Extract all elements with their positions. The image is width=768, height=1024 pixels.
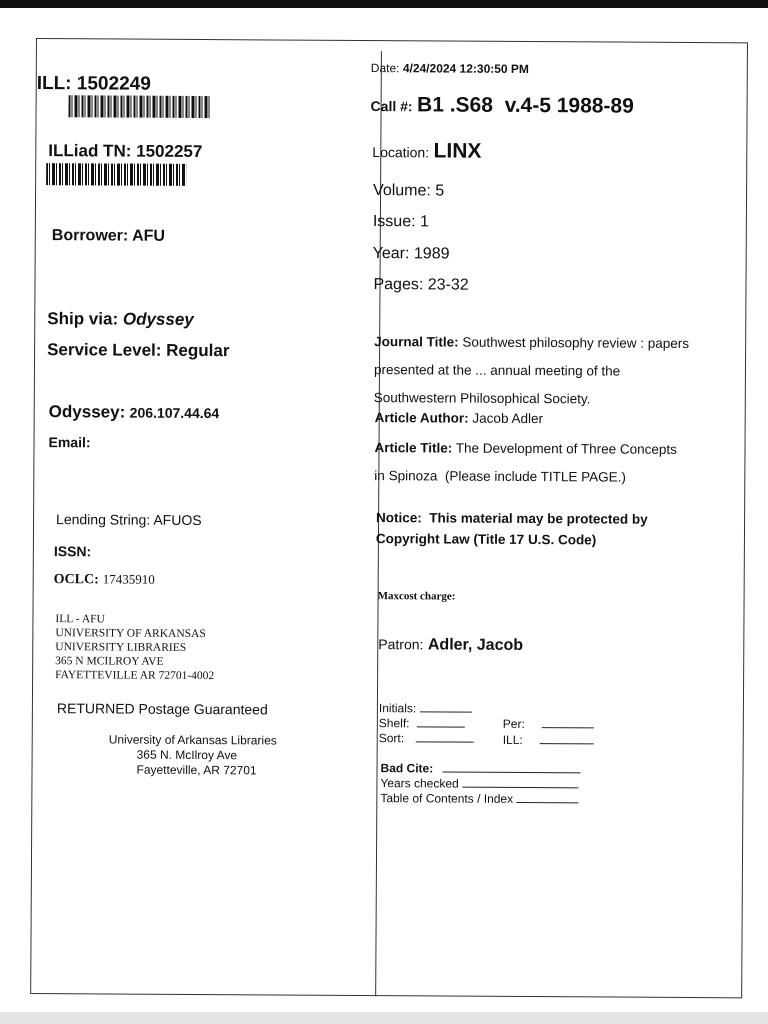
returned-bold: RETURNED — [56, 700, 135, 717]
illiad-tn-line — [48, 141, 202, 162]
location-line — [372, 139, 481, 164]
oclc-label: OCLC: — [53, 572, 99, 588]
ship-via-line — [47, 309, 194, 330]
date-value: 4/24/2024 12:30:50 PM — [402, 61, 529, 77]
issn-label: ISSN: — [53, 543, 92, 560]
returned-text: Postage Guaranteed — [138, 700, 268, 718]
copyright-notice — [376, 507, 648, 551]
oclc-value: 17435910 — [102, 571, 155, 587]
ship-via-label: Ship via: — [47, 309, 119, 329]
shelf-field[interactable] — [417, 726, 465, 727]
borrower-label: Borrower: — [51, 227, 129, 245]
lending-label: Lending String: — [56, 511, 151, 528]
per-label: Per: — [502, 716, 525, 731]
staff-fields — [379, 701, 474, 747]
date-label: Date: — [370, 61, 400, 76]
borrower-value: AFU — [132, 227, 166, 245]
years-checked-field[interactable] — [462, 787, 578, 789]
return-address-line: 365 N. McIlroy Ave — [136, 747, 238, 763]
service-level-line — [47, 340, 230, 361]
ship-via-value: Odyssey — [122, 309, 194, 329]
journal-line: Southwestern Philosophical Society. — [373, 390, 591, 407]
issue-line — [373, 213, 429, 231]
patron-label: Patron: — [378, 636, 424, 653]
ill-staff-label: ILL: — [502, 732, 523, 747]
call-number-line — [371, 93, 634, 119]
scan-top-edge — [0, 0, 768, 8]
notice-line: Copyright Law (Title 17 U.S. Code) — [375, 531, 597, 548]
returned-line — [57, 700, 268, 717]
year-label: Year: — [372, 245, 410, 263]
title-line: in Spinoza (Please include TITLE PAGE.) — [374, 468, 626, 485]
journal-line: presented at the ... annual meeting of the — [373, 362, 621, 379]
ill-request-slip — [30, 38, 748, 998]
badcite-field[interactable] — [443, 771, 581, 773]
illiad-barcode — [46, 163, 186, 186]
journal-label: Journal Title: — [374, 334, 459, 350]
bad-cite-block — [380, 761, 580, 807]
illiad-number: 1502257 — [136, 141, 203, 162]
initials-field[interactable] — [420, 711, 472, 712]
return-address — [108, 732, 276, 778]
service-value: Regular — [166, 340, 230, 361]
location-label: Location: — [372, 144, 430, 161]
call-label: Call #: — [370, 98, 413, 115]
pages-value: 23-32 — [427, 276, 469, 294]
odyssey-line — [49, 402, 220, 423]
volume-label: Volume: — [373, 182, 431, 200]
issue-label: Issue: — [372, 213, 416, 231]
location-value: LINX — [433, 139, 482, 163]
patron-value: Adler, Jacob — [427, 636, 524, 654]
lending-string-line — [56, 511, 202, 528]
service-label: Service Level: — [47, 340, 162, 360]
years-checked-label: Years checked — [380, 776, 459, 791]
ill-number: 1502249 — [76, 73, 151, 95]
address-line: UNIVERSITY LIBRARIES — [55, 641, 187, 654]
notice-line: Notice: This material may be protected by — [376, 510, 648, 527]
ill-label: ILL: — [36, 73, 72, 95]
badcite-label: Bad Cite: — [380, 761, 434, 776]
author-value: Jacob Adler — [472, 410, 544, 427]
odyssey-label: Odyssey: — [48, 402, 126, 422]
title-line: The Development of Three Concepts — [455, 440, 677, 457]
title-label: Article Title: — [374, 440, 453, 456]
lending-value: AFUOS — [153, 511, 202, 529]
address-line: 365 N MCILROY AVE — [55, 655, 164, 668]
illiad-label: ILLiad TN: — [48, 141, 132, 161]
scan-bottom-edge — [0, 1012, 768, 1024]
per-field[interactable] — [542, 727, 594, 728]
ill-number-line — [37, 73, 151, 96]
oclc-line — [54, 570, 155, 589]
year-value: 1989 — [413, 245, 450, 263]
return-address-line: Fayetteville, AR 72701 — [136, 762, 257, 778]
initials-label: Initials: — [378, 701, 417, 716]
journal-title-block — [374, 328, 689, 414]
address-line: UNIVERSITY OF ARKANSAS — [55, 627, 206, 641]
pages-label: Pages: — [373, 276, 424, 294]
call-value: B1 .S68 v.4-5 1988-89 — [416, 93, 634, 118]
toc-label: Table of Contents / Index — [380, 791, 514, 806]
address-line: ILL - AFU — [55, 613, 105, 626]
shelf-label: Shelf: — [378, 716, 410, 731]
journal-line: Southwest philosophy review : papers — [462, 334, 690, 351]
toc-field[interactable] — [516, 802, 578, 803]
volume-value: 5 — [435, 182, 445, 200]
maxcost-label: Maxcost charge: — [377, 590, 456, 603]
date-line — [371, 61, 529, 76]
address-line: FAYETTEVILLE AR 72701-4002 — [55, 669, 215, 683]
ill-staff-field[interactable] — [540, 743, 594, 744]
ill-barcode — [69, 95, 211, 118]
year-line — [373, 245, 450, 263]
return-address-line: University of Arkansas Libraries — [108, 732, 277, 748]
staff-fields-right — [503, 716, 595, 749]
volume-line — [373, 182, 444, 200]
pages-line — [373, 276, 468, 295]
borrower-address — [55, 612, 215, 683]
issue-value: 1 — [419, 213, 429, 231]
email-label: Email: — [48, 434, 91, 451]
odyssey-value: 206.107.44.64 — [129, 404, 220, 422]
borrower-line — [52, 227, 165, 246]
article-author-line — [375, 410, 543, 426]
author-label: Article Author: — [374, 410, 469, 426]
article-title-block — [374, 434, 677, 492]
sort-label: Sort: — [378, 731, 405, 746]
sort-field[interactable] — [415, 741, 473, 742]
patron-line — [378, 636, 523, 655]
